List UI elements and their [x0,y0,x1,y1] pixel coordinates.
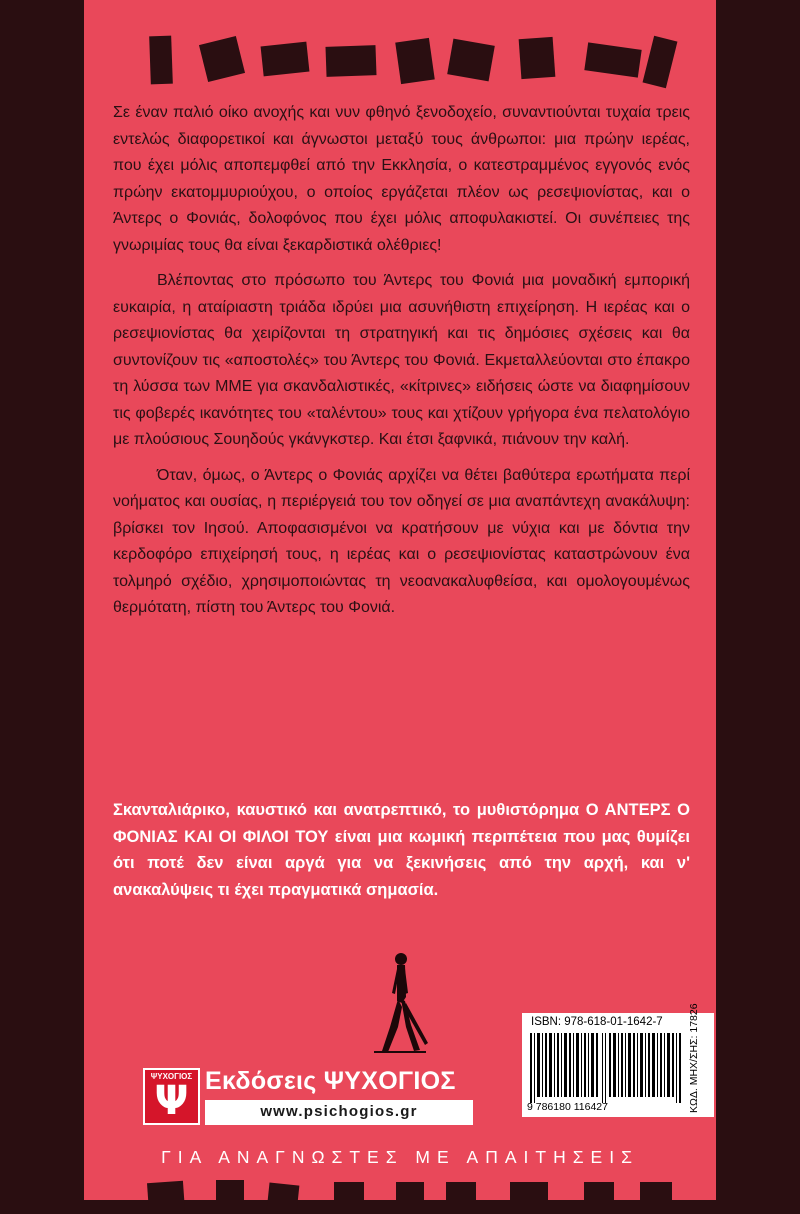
psi-logo-icon: Ψ [154,1078,189,1124]
tab [334,1182,364,1210]
tab [395,38,435,84]
summary-text: Σκανταλιάρικο, καυστικό και ανατρεπτικό, το μυθιστόρημα Ο ΑΝΤΕΡΣ Ο ΦΟΝΙΑΣ ΚΑΙ ΟΙ ΦΙΛΟΙ ΤΟΥ είναι μια κωμική περιπέτεια που μας θυμίζει ότι ποτέ δεν είναι αργά για να ξεκινήσεις από την αρχή, και ν' ανακαλύψεις τι έχει πραγματικά σημασία. [113,801,690,899]
tab [149,36,173,85]
tab [325,45,376,77]
barcode-icon [530,1033,684,1103]
tab [519,37,556,79]
tab [446,1182,476,1210]
walking-man-icon [368,951,432,1056]
tab [267,1183,300,1214]
tagline: ΓΙΑ ΑΝΑΓΝΩΣΤΕΣ ΜΕ ΑΠΑΙΤΗΣΕΙΣ [161,1147,639,1167]
tab [396,1182,424,1210]
tab [584,42,641,77]
isbn-label: ISBN: 978-618-01-1642-7 [531,1016,663,1028]
tab [510,1182,548,1210]
isbn-box [522,1003,714,1117]
tab [584,1182,614,1210]
publisher-logo [143,1068,200,1125]
publisher-url: www.psichogios.gr [260,1103,418,1120]
publisher-url-box [205,1100,473,1125]
synopsis-paragraph-1: Σε έναν παλιό οίκο ανοχής και νυν φθηνό ξενοδοχείο, συναντιούνται τυχαία τρεις εντελώς διαφορετικοί και άγνωστοι μεταξύ τους άνθρωποι: μια πρώην ιερέας, που έχει μόλις αποπεμφθεί από την Εκκλησία, ο κατεστραμμένος εγγονός ενός πρώην εκατομμυριούχου, ο οποίος εργάζεται πλέον ως ρεσεψιονίστας, και ο Άντερς ο Φονιάς, δολοφόνος που έχει μόλις αποφυλακιστεί. Οι συνέπειες της γνωριμίας τους θα είναι ξεκαρδιστικά ολέθριες! [113,104,690,254]
tab [447,39,495,82]
synopsis-paragraph-3: Όταν, όμως, ο Άντερς ο Φονιάς αρχίζει να θέτει βαθύτερα ερωτήματα περί νοήματος και ουσίας, η περιέργειά του τον οδηγεί σε μια αναπάντεχη ανακάλυψη: βρίσκει τον Ιησού. Αποφασισμένοι να κρατήσουν με νύχια και με δόντια την κερδοφόρο επιχείρησή τους, η ιερέας και ο ρεσεψιονίστας καταστρώνουν ένα τολμηρό σχέδιο, χρησιμοποιώντας τη νεοανακαλυφθείσα, και ομολογουμένως θερμότατη, πίστη του Άντερς του Φονιά. [113,466,690,616]
product-code: ΚΩΔ. ΜΗΧ/ΣΗΣ: 17826 [688,1003,700,1113]
tab [147,1181,185,1213]
tab [261,42,310,77]
synopsis-paragraph-2: Βλέποντας στο πρόσωπο του Άντερς του Φονιά μια μοναδική εμπορική ευκαιρία, η αταίριαστη τριάδα ιδρύει μια ασυνήθιστη επιχείρηση. Η ιερέας και ο ρεσεψιονίστας θα χειρίζονται τη στρατηγική και τις δημόσιες σχέσεις και θα συντονίζουν τις «αποστολές» του Άντερς του Φονιά. Εκμεταλλεύονται στο έπακρο τη λύσσα των ΜΜΕ για σκανδαλιστικές, «κίτρινες» ειδήσεις ώστε να διαφημίσουν τις φοβερές ικανότητες του «ταλέντου» τους και χτίζουν γρήγορα ένα πελατολόγιο με πλούσιους Σουηδούς γκάνγκστερ. Και έτσι ξαφνικά, πιάνουν την καλή. [113,272,690,448]
barcode-digits: 9 786180 116427 [527,1101,608,1113]
publisher-logo-label: ΨΥΧΟΓΙΟΣ [150,1072,193,1081]
tab [640,1182,672,1210]
tab [199,36,245,82]
synopsis [113,100,690,631]
tab [643,36,678,88]
tab [216,1180,244,1210]
publisher-name: Εκδόσεις ΨΥΧΟΓΙΟΣ [205,1067,456,1095]
